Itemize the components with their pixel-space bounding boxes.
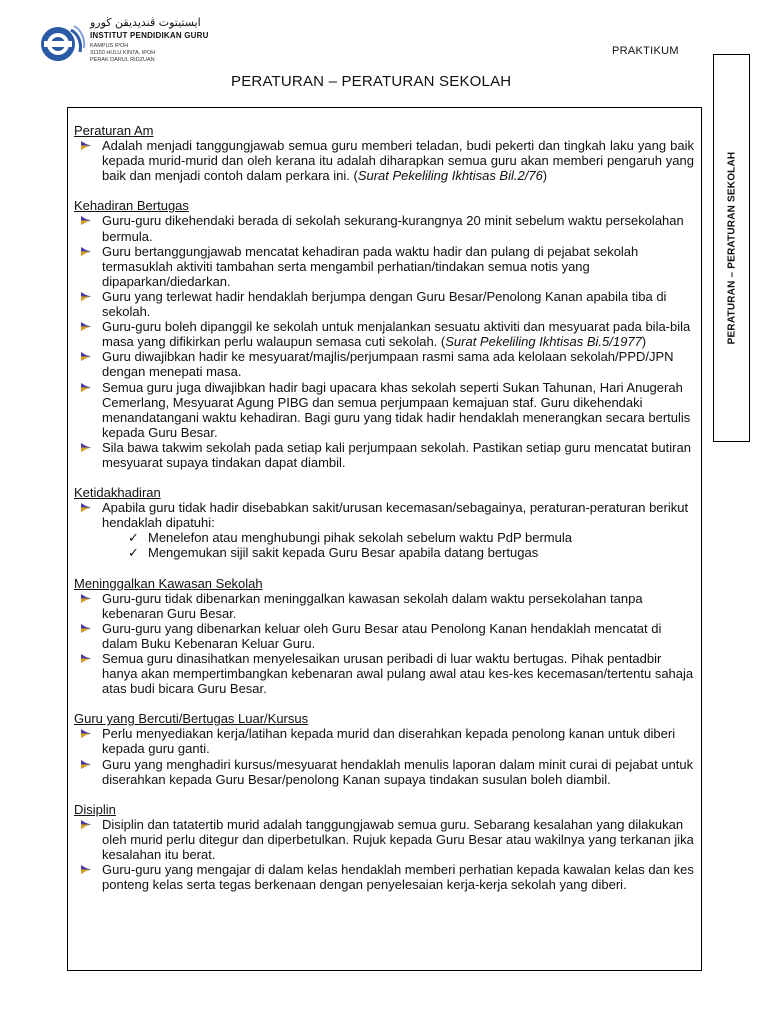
rule-text-close: ) — [542, 168, 548, 184]
checklist-text: Menelefon atau menghubungi pihak sekolah sebelum waktu PdP bermula — [148, 530, 572, 546]
rule-item — [74, 651, 694, 696]
arrow-bullet-icon — [80, 215, 92, 226]
checklist-item — [74, 530, 694, 545]
rule-item — [74, 349, 694, 379]
section-spacer — [74, 696, 694, 711]
rule-text: Apabila guru tidak hadir disebabkan sakit/urusan kecemasan/sebagainya, peraturan-peraturan berikut hendaklah dipatuhi: — [102, 500, 689, 531]
rule-item — [74, 757, 694, 787]
rule-text: Guru yang terlewat hadir hendaklah berjumpa dengan Guru Besar/Penolong Kanan apabila tiba di sekolah. — [102, 288, 667, 320]
arrow-bullet-icon — [80, 864, 92, 875]
rule-text: Perlu menyediakan kerja/latihan kepada murid dan diserahkan kepada penolong kanan untuk diberi kepada guru ganti. — [102, 726, 676, 757]
ipg-emblem-icon — [38, 20, 86, 66]
arrow-bullet-icon — [80, 759, 92, 770]
circular-reference: Surat Pekeliling Ikhtisas Bi.5/1977 — [445, 334, 642, 350]
rule-item — [74, 244, 694, 289]
praktikum-label: PRAKTIKUM — [612, 45, 679, 57]
institute-name: INSTITUT PENDIDIKAN GURU — [90, 31, 209, 40]
arrow-bullet-icon — [80, 246, 92, 257]
arrow-bullet-icon — [80, 593, 92, 604]
arrow-bullet-icon — [80, 623, 92, 634]
checkmark-icon: ✓ — [128, 545, 139, 561]
institute-address — [90, 43, 155, 64]
section-spacer — [74, 183, 694, 198]
rule-text: Guru-guru tidak dibenarkan meninggalkan kawasan sekolah dalam waktu persekolahan tanpa kebenaran Guru Besar. — [102, 590, 643, 621]
rule-item — [74, 380, 694, 440]
rule-text: Disiplin dan tatatertib murid adalah tanggungjawab semua guru. Sebarang kesalahan yang dilakukan oleh murid perlu ditegur dan diperbetulkan. Rujuk kepada Guru Besar atau wakilnya yang terkanan jika kesalahan itu berat. — [102, 816, 694, 863]
rule-item — [74, 289, 694, 319]
arrow-bullet-icon — [80, 819, 92, 830]
rule-item — [74, 726, 694, 756]
side-tab — [713, 54, 750, 442]
section-spacer — [74, 561, 694, 576]
address-line: PERAK DARUL RIDZUAN — [90, 57, 155, 63]
rule-item — [74, 213, 694, 243]
rule-text: Guru-guru yang mengajar di dalam kelas hendaklah memberi perhatian kepada kawalan kelas dan kes ponteng kelas serta tegas berkenaan dengan penyelesaian kerja-kerja sekolah yang diberi. — [102, 862, 694, 893]
address-line: 31150 HULU KINTA, IPOH — [90, 50, 156, 56]
arrow-bullet-icon — [80, 442, 92, 453]
address-line: KAMPUS IPOH — [90, 43, 129, 49]
arrow-bullet-icon — [80, 653, 92, 664]
rule-text: Guru-guru boleh dipanggil ke sekolah untuk menjalankan sesuatu aktiviti dan mesyuarat pada bila-bila masa yang difikirkan perlu walaupun semasa cuti sekolah. ( — [102, 319, 691, 350]
rule-item — [74, 621, 694, 651]
rule-text: Guru diwajibkan hadir ke mesyuarat/majlis/perjumpaan rasmi sama ada kelolaan sekolah/PPD/JPN dengan menepati masa. — [102, 349, 674, 380]
arrow-bullet-icon — [80, 321, 92, 332]
arrow-bullet-icon — [80, 291, 92, 302]
rule-text: Sila bawa takwim sekolah pada setiap kali perjumpaan sekolah. Pastikan setiap guru mencatat butiran mesyuarat supaya tindakan dapat diambil. — [102, 439, 691, 470]
rule-item — [74, 817, 694, 862]
side-tab-label: PERATURAN – PERATURAN SEKOLAH — [726, 151, 737, 345]
section-spacer — [74, 787, 694, 802]
rule-text: Guru-guru yang dibenarkan keluar oleh Guru Besar atau Penolong Kanan hendaklah mencatat di dalam Buku Kebenaran Keluar Guru. — [102, 620, 662, 651]
section-title: Disiplin — [74, 801, 116, 817]
section-title: Guru yang Bercuti/Bertugas Luar/Kursus — [74, 711, 309, 727]
arrow-bullet-icon — [80, 351, 92, 362]
rule-item — [74, 591, 694, 621]
rule-item — [74, 440, 694, 470]
checklist-item — [74, 545, 694, 560]
circular-reference: Surat Pekeliling Ikhtisas Bil.2/76 — [357, 168, 543, 184]
arrow-bullet-icon — [80, 382, 92, 393]
section-title: Kehadiran Bertugas — [74, 198, 189, 214]
rules-content — [74, 123, 694, 892]
section-title: Ketidakhadiran — [74, 485, 161, 501]
page-title: PERATURAN – PERATURAN SEKOLAH — [231, 73, 512, 90]
checkmark-icon: ✓ — [128, 530, 139, 546]
arrow-bullet-icon — [80, 502, 92, 513]
section-spacer — [74, 470, 694, 485]
rules-box — [67, 107, 702, 971]
rule-item — [74, 500, 694, 530]
rule-text-close: ) — [641, 334, 647, 350]
rule-text: Adalah menjadi tanggungjawab semua guru memberi teladan, budi pekerti dan tingkah laku yang baik kepada murid-murid dan oleh kerana itu adalah diharapkan semua guru akan memberi pengaruh yang baik dan menjadi contoh dalam perkara ini. ( — [102, 138, 694, 184]
rule-text: Guru yang menghadiri kursus/mesyuarat hendaklah menulis laporan dalam minit curai di pejabat untuk diserahkan kepada Guru Besar/penolong Kanan supaya tindakan susulan boleh diambil. — [102, 756, 694, 787]
rule-text: Guru bertanggungjawab mencatat kehadiran pada waktu hadir dan pulang di pejabat sekolah termasuklah aktiviti tambahan serta mengambil perhatian/tindakan semua notis yang dipaparkan/diedarkan. — [102, 243, 639, 289]
rule-item — [74, 138, 694, 183]
rule-text: Semua guru juga diwajibkan hadir bagi upacara khas sekolah seperti Sukan Tahunan, Hari Anugerah Cemerlang, Mesyuarat Agung PIBG dan semua perjumpaan kemajuan staf. Guru dikehendaki menandatangani waktu kehadiran. Bagi guru yang tidak hadir hendaklah menerangkan secara bertulis kepada Guru Besar. — [102, 379, 691, 440]
rule-text: Semua guru dinasihatkan menyelesaikan urusan peribadi di luar waktu bertugas. Pihak pentadbir hanya akan mempertimbangkan kebenaran awal pulang awal atau kes-kes kecemasan/tertentu sahaja atas budi bicara Guru Besar. — [102, 651, 694, 697]
logo-arabic-text: ايستيتوت ڤنديديقن ڬورو — [90, 16, 201, 29]
section-title: Peraturan Am — [74, 123, 154, 138]
section-title: Meninggalkan Kawasan Sekolah — [74, 575, 263, 591]
checklist-text: Mengemukan sijil sakit kepada Guru Besar apabila datang bertugas — [148, 545, 539, 561]
rule-item — [74, 319, 694, 349]
arrow-bullet-icon — [80, 140, 92, 151]
arrow-bullet-icon — [80, 728, 92, 739]
institute-logo — [38, 14, 208, 76]
rule-item — [74, 862, 694, 892]
rule-text: Guru-guru dikehendaki berada di sekolah sekurang-kurangnya 20 minit sebelum waktu persekolahan bermula. — [102, 213, 684, 244]
